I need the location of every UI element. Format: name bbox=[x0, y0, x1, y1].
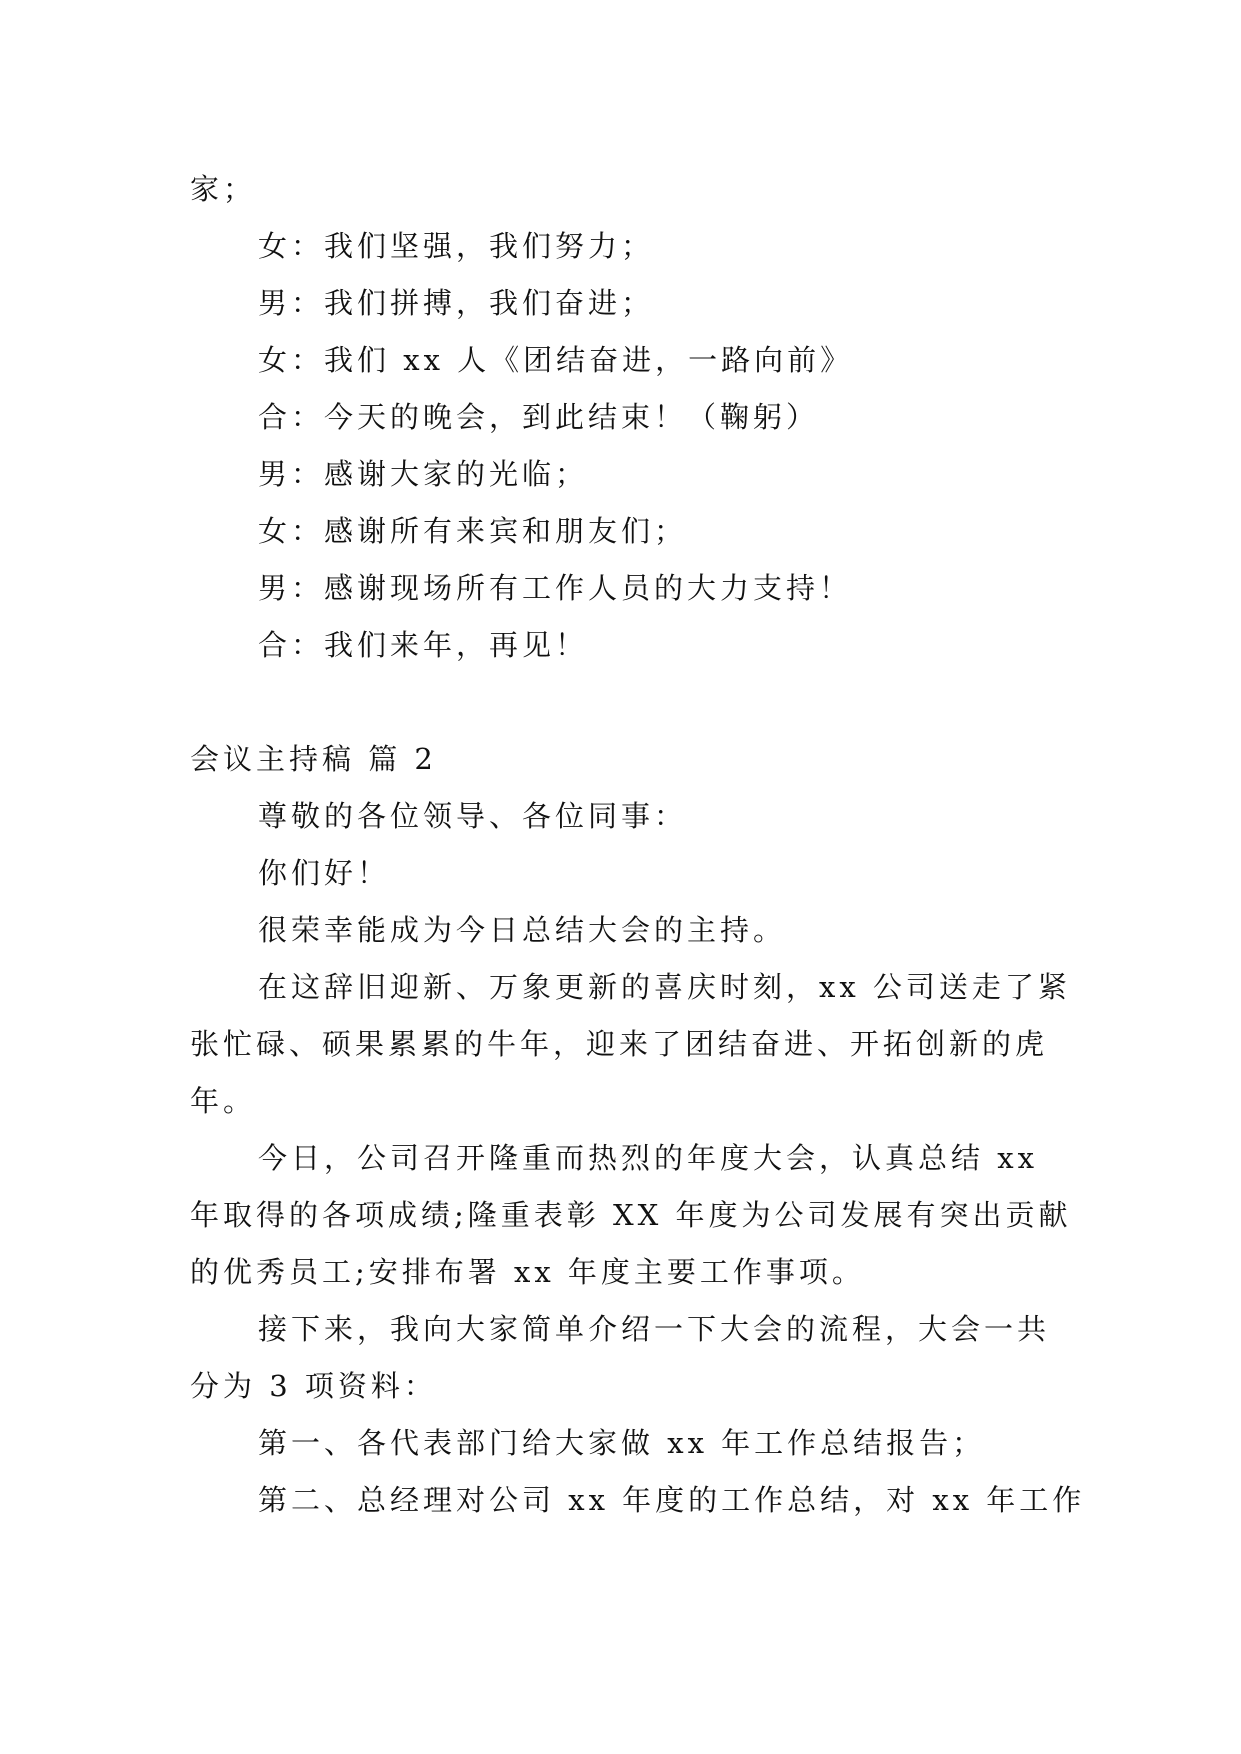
paragraph-line: 在这辞旧迎新、万象更新的喜庆时刻，xx 公司送走了紧 bbox=[258, 970, 1071, 1004]
paragraph-line: 你们好！ bbox=[258, 856, 391, 890]
paragraph-line: 年取得的各项成绩;隆重表彰 XX 年度为公司发展有突出贡献 bbox=[190, 1198, 1072, 1232]
dialogue-line: 女：感谢所有来宾和朋友们； bbox=[258, 514, 688, 548]
dialogue-line: 女：我们 xx 人《团结奋进，一路向前》 bbox=[258, 343, 854, 377]
paragraph-line: 第二、总经理对公司 xx 年度的工作总结，对 xx 年工作 bbox=[258, 1483, 1086, 1517]
paragraph-line: 的优秀员工;安排布署 xx 年度主要工作事项。 bbox=[190, 1255, 865, 1289]
paragraph-line: 年。 bbox=[190, 1084, 257, 1118]
paragraph-line: 很荣幸能成为今日总结大会的主持。 bbox=[258, 913, 787, 947]
dialogue-line: 女：我们坚强，我们努力； bbox=[258, 229, 655, 263]
paragraph-line: 第一、各代表部门给大家做 xx 年工作总结报告； bbox=[258, 1426, 986, 1460]
continuation-line: 家； bbox=[190, 172, 257, 206]
paragraph-line: 尊敬的各位领导、各位同事： bbox=[258, 799, 688, 833]
paragraph-line: 今日，公司召开隆重而热烈的年度大会，认真总结 xx bbox=[258, 1141, 1038, 1175]
dialogue-line: 合：我们来年，再见！ bbox=[258, 628, 589, 662]
dialogue-line: 男：我们拼搏，我们奋进； bbox=[258, 286, 655, 320]
section-heading: 会议主持稿 篇 2 bbox=[190, 742, 437, 776]
dialogue-line: 合：今天的晚会，到此结束！（鞠躬） bbox=[258, 400, 820, 434]
paragraph-line: 分为 3 项资料： bbox=[190, 1369, 437, 1403]
paragraph-line: 张忙碌、硕果累累的牛年，迎来了团结奋进、开拓创新的虎 bbox=[190, 1027, 1049, 1061]
dialogue-line: 男：感谢现场所有工作人员的大力支持！ bbox=[258, 571, 853, 605]
paragraph-line: 接下来，我向大家简单介绍一下大会的流程，大会一共 bbox=[258, 1312, 1051, 1346]
dialogue-line: 男：感谢大家的光临； bbox=[258, 457, 589, 491]
